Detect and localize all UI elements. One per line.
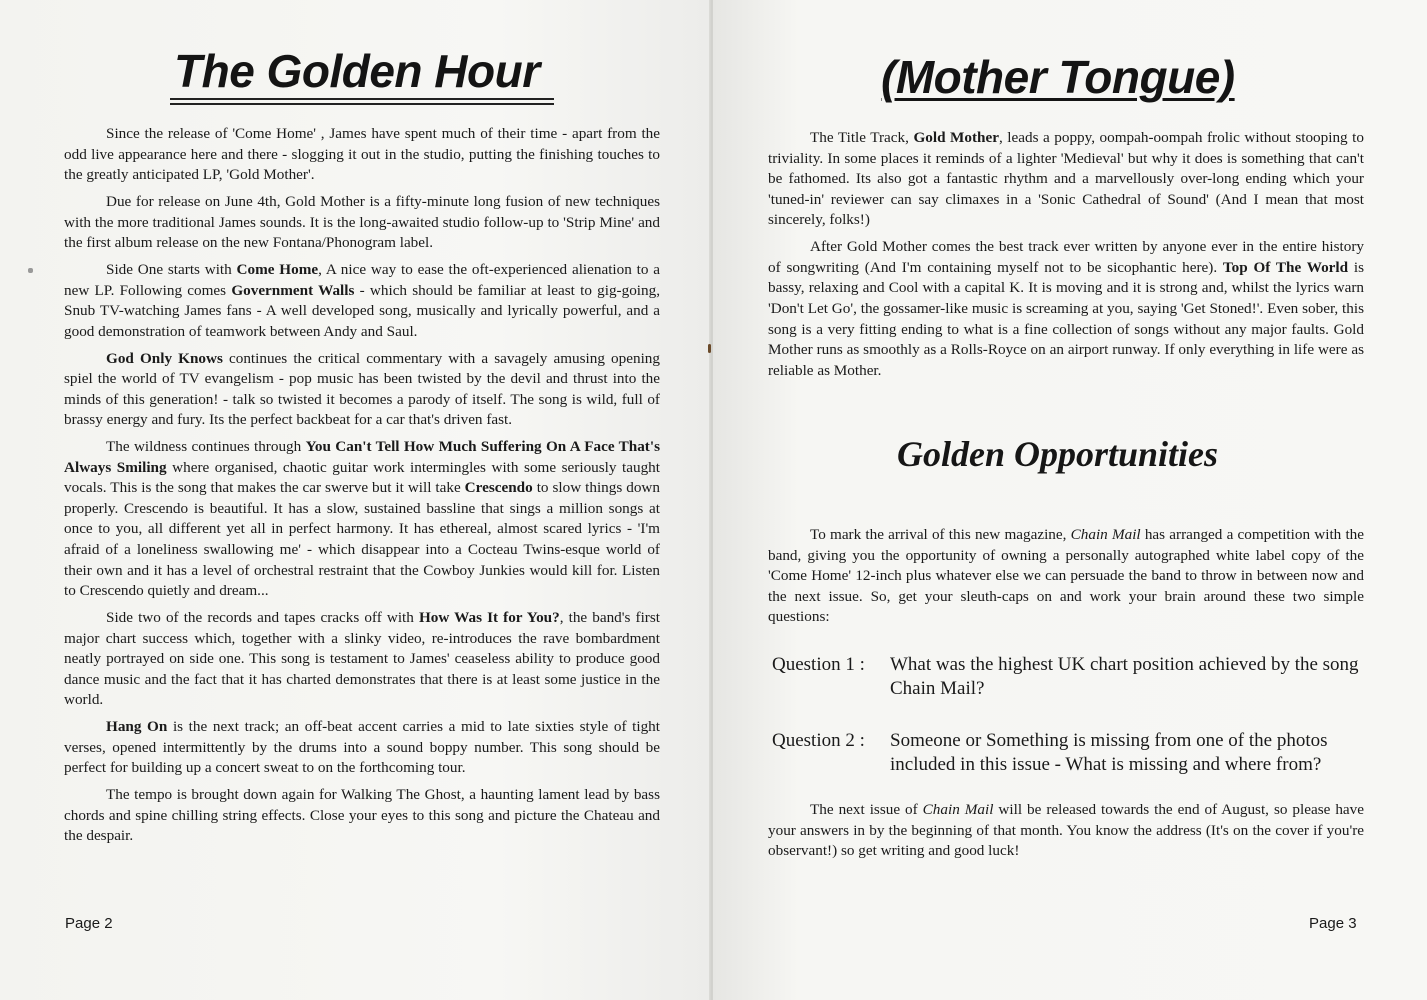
magazine-name: Chain Mail — [922, 801, 994, 818]
track-name: Gold Mother — [913, 129, 999, 146]
paragraph: The tempo is brought down again for Walking The Ghost, a haunting lament lead by bass chords and spine chilling string effects. Close your eyes to this song and picture the Chateau and the despair. — [64, 786, 660, 845]
competition-outro — [768, 800, 1364, 868]
track-name: Come Home — [236, 260, 319, 278]
track-name: Government Walls — [231, 281, 355, 299]
paragraph: Side two of the records and tapes cracks off with How Was It for You?, the band's first major chart success which, together with a slinky video, re-introduces the rave bombardment neatly portrayed on side one. This song is testament to James' ceaseless ability to produce good dance music and the fact that it has charted demonstrates that there is at least some justice in the world. — [64, 609, 660, 709]
competition-intro — [768, 525, 1364, 634]
paragraph: To mark the arrival of this new magazine, Chain Mail has arranged a competition with the band, giving you the opportunity of owning a personally autographed white label copy of the 'Come Home' 12-inch plus whatever else we can persuade the band to throw in between now and the next issue. So, get your sleuth-caps on and work your brain around these two simple questions: — [768, 526, 1364, 626]
paragraph: Side One starts with Come Home, A nice way to ease the oft-experienced alienation to a new LP. Following comes Government Walls - which should be familiar at least to gig-going, Snub TV-watching James fans - A well developed song, musically and lyrically powerful, and a good demonstration of teamwork between Andy and Saul. — [64, 260, 661, 340]
question-label: Question 1 : — [772, 654, 865, 675]
article-body-right — [768, 128, 1364, 388]
article-body-left — [64, 124, 660, 853]
track-name: Hang On — [106, 718, 168, 736]
competition-heading: Golden Opportunities — [897, 434, 1219, 474]
paragraph: God Only Knows continues the critical commentary with a savagely amusing opening spiel the world of TV evangelism - pop music has been twisted by the devil and thrust into the minds of this generation! - talk so twisted it becomes a parody of itself. The song is wild, full of brassy energy and fury. Its the perfect backbeat for a car that's driven fast. — [64, 349, 660, 429]
paper-speck — [28, 268, 33, 273]
question-1 — [772, 653, 1372, 701]
paragraph: The next issue of Chain Mail will be released towards the end of August, so please have your answers in by the beginning of that month. You know the address (It's on the cover if you're observant!) so get writing and good luck! — [768, 801, 1364, 860]
magazine-name: Chain Mail — [1070, 526, 1141, 543]
left-page — [0, 0, 711, 1000]
right-page — [713, 0, 1427, 1000]
track-name: Top Of The World — [1222, 258, 1349, 276]
paragraph: The Title Track, Gold Mother, leads a poppy, oompah-oompah frolic without stooping to triviality. In some places it reminds of a lighter 'Medieval' but why it does is something that can't be fathomed. Its also got a fantastic rhythm and a marvellously over-long ending which your 'tuned-in' reviewer can say climaxes in a 'Sonic Cathedral of Sound' (And I mean that most sincerely, folks!) — [768, 129, 1364, 229]
track-name: Crescendo — [464, 479, 533, 497]
title-double-rule — [170, 98, 554, 105]
paragraph: The wildness continues through You Can't Tell How Much Suffering On A Face That's Always Smiling where organised, chaotic guitar work intermingles with some seriously taught vocals. This is the song that makes the car swerve but it will take Crescendo to slow things down properly. Crescendo is beautiful. It has a slow, sustained bassline that sings a million songs at once to you, all different yet all in perfect harmony. It has ethereal, almost scared lyrics - 'I'm afraid of a loneliness swallowing me' - which disappear into a Cocteau Twins-esque world of their own and it has a level of orchestral restraint that the Cowboy Junkies would kill for. Listen to Crescendo quietly and dream... — [64, 438, 660, 600]
track-name: God Only Knows — [106, 349, 223, 367]
left-page-title: The Golden Hour — [174, 45, 540, 97]
paragraph: Hang On is the next track; an off-beat accent carries a mid to late sixties style of tight verses, opened intermittently by the drums into a sound boppy number. This song should be perfect for building up a concert sweat to on the forthcoming tour. — [64, 718, 660, 777]
question-text: Someone or Something is missing from one of the photos included in this issue - What is missing and where from? — [890, 730, 1328, 775]
right-page-title: (Mother Tongue) — [881, 51, 1235, 103]
question-text: What was the highest UK chart position achieved by the song Chain Mail? — [890, 654, 1359, 699]
page-number-right: Page 3 — [1309, 915, 1357, 932]
page-number-left: Page 2 — [65, 915, 113, 932]
question-label: Question 2 : — [772, 730, 865, 751]
track-name: How Was It for You? — [418, 609, 560, 626]
paragraph: Due for release on June 4th, Gold Mother is a fifty-minute long fusion of new techniques with the more traditional James sounds. It is the long-awaited studio follow-up to 'Strip Mine' and the first album release on the new Fontana/Phonogram label. — [64, 192, 660, 252]
paragraph: After Gold Mother comes the best track ever written by anyone ever in the entire history of songwriting (And I'm containing myself not to be sicophantic here). Top Of The World is bassy, relaxing and Cool with a capital K. It is moving and it is strong and, whilst the lyrics warn 'Don't Let Go', the gossamer-like music is screaming at you, saying 'Get Stoned!'. Even sober, this song is a very fitting ending to what is a fine collection of songs without any major faults. Gold Mother runs as smoothly as a Rolls-Royce on an airport runway. If only everything in life were as reliable as Mother. — [768, 238, 1365, 379]
paragraph: Since the release of 'Come Home' , James have spent much of their time - apart from the odd live appearance here and there - slogging it out in the studio, putting the finishing touches to the greatly anticipated LP, 'Gold Mother'. — [64, 125, 660, 184]
track-name: You Can't Tell How Much Suffering On A Face That's Always Smiling — [64, 438, 660, 476]
question-2 — [772, 729, 1372, 777]
paper-speck — [708, 344, 711, 353]
